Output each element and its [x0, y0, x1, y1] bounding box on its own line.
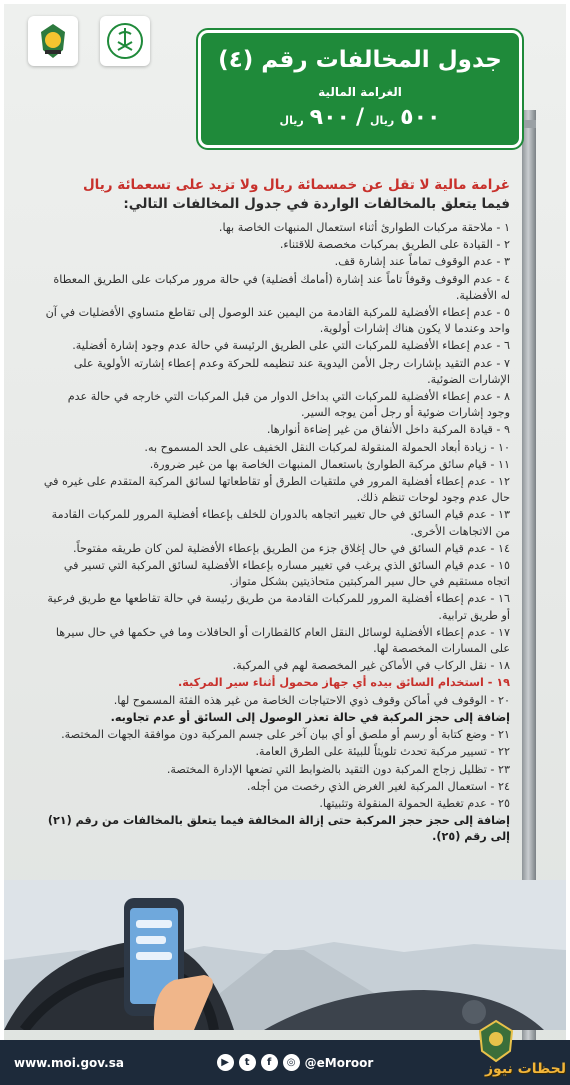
social-links	[217, 1054, 374, 1071]
violation-item: ٢٥ - عدم تغطية الحمولة المنقولة وتثبيتها.	[319, 796, 510, 810]
violation-item: ٢١ - وضع كتابة أو رسم أو ملصق أو أي بيان آخر على جسم المركبة دون موافقة الجهات المختصة.	[61, 728, 510, 742]
violations-content	[42, 176, 510, 847]
fine-sign	[198, 30, 522, 148]
fine-separator: /	[355, 105, 365, 130]
violation-item: ٢٠ - الوقوف في أماكن وقوف ذوي الاحتياجات الخاصة من غير هذه الفئة المسموح لها.	[113, 693, 510, 707]
violation-item: ١٩ - استخدام السائق بيده أي جهاز محمول أثناء سير المركبة.	[177, 676, 510, 690]
social-handle[interactable]: @eMoroor	[304, 1055, 374, 1070]
header-logos	[28, 16, 150, 66]
currency-label: ريال	[370, 114, 395, 127]
violation-item: ١٧ - عدم إعطاء الأفضلية لوسائل النقل العام كالقطارات أو الحافلات وما في حكمها في حال سيرها على المسارات المخصصة لها.	[55, 625, 510, 656]
violation-item: ٨ - عدم إعطاء الأفضلية للمركبات التي بداخل الدوار من قبل المركبات التي خارجه في حالة عدم وجود إشارات ضوئية أو رجل أمن يوجه السير.	[67, 390, 510, 420]
facebook-icon[interactable]: f	[261, 1054, 278, 1071]
violation-item: ٢٤ - استعمال المركبة لغير الغرض الذي رخصت من أجله.	[246, 779, 510, 793]
fine-range	[201, 105, 519, 130]
violation-item: ٢٢ - تسيير مركبة تحدث تلويثاً للبيئة على الطرق العامة.	[255, 745, 510, 759]
instagram-icon[interactable]: ◎	[283, 1054, 300, 1071]
violation-item: ١٣ - عدم قيام السائق في حال تغيير اتجاهه بالدوران للخلف بإعطاء أفضلية المرور للمركبات القادمة من الاتجاهات الأخرى.	[51, 508, 510, 538]
intro-text	[42, 176, 510, 214]
driver-phone-illustration	[4, 880, 566, 1030]
violation-item: ٧ - عدم التقيد بإشارات رجل الأمن اليدوية عند تنظيمه للحركة وعدم إعطاء إشارته الأولوية على الإشارات الضوئية.	[73, 356, 510, 386]
intro-line-1: غرامة مالية لا تقل عن خمسمائة ريال ولا تزيد على تسعمائة ريال	[82, 177, 510, 193]
violation-item: ٩ - قيادة المركبة داخل الأنفاق من غير إضاءة أنوارها.	[266, 423, 510, 437]
violation-item: ١٦ - عدم إعطاء أفضلية المرور للمركبات القادمة من طريق رئيسة في حالة تقاطعها مع طريق فرعية أو طريق ترابية.	[47, 592, 510, 622]
fine-subtitle: الغرامة المالية	[318, 85, 402, 99]
violation-item: إضافة إلى حجز المركبة في حالة تعذر الوصول إلى السائق أو عدم تجاوبه.	[110, 710, 510, 724]
violation-item: ١٢ - عدم إعطاء أفضلية المرور في ملتقيات الطرق أو تقاطعاتها لسائق المركبة المتقدم على غيره في حال عدم وجود لوحات تنظم ذلك.	[43, 475, 510, 505]
violation-item: ١١ - قيام سائق مركبة الطوارئ باستعمال المنبهات الخاصة بها من غير ضرورة.	[149, 457, 510, 471]
violation-item: ١٠ - زيادة أبعاد الحمولة المنقولة لمركبات النقل الخفيف على الحد المسموح به.	[144, 440, 510, 454]
violation-item: ١٤ - عدم قيام السائق في حال إغلاق جزء من الطريق بإعطاء الأفضلية لمن كان طريقه مفتوحاً.	[73, 541, 510, 555]
youtube-icon[interactable]: ▶	[217, 1054, 234, 1071]
violation-item: ٥ - عدم إعطاء الأفضلية للمركبة القادمة من اليمين عند الوصول إلى تقاطع متساوي الأفضليات في آن واحد وعندما لا يكون هناك إشارات أولوية.	[45, 306, 510, 336]
brand-watermark	[470, 1015, 566, 1081]
intro-line-2: فيما يتعلق بالمخالفات الواردة في جدول المخالفات التالي:	[123, 196, 510, 212]
violation-item: ١٨ - نقل الركاب في الأماكن غير المخصصة لهم في المركبة.	[232, 659, 510, 673]
moi-emblem-icon	[28, 16, 78, 66]
violation-item: ١ - ملاحقة مركبات الطوارئ أثناء استعمال المنبهات الخاصة بها.	[218, 221, 510, 234]
violation-item: إضافة إلى حجز حجز المركبة حتى إزالة المخالفة فيما يتعلق بالمخالفات من رقم (٢١) إلى رقم (٢٥).	[47, 814, 510, 844]
brand-name: لحظات نيوز	[485, 1061, 566, 1077]
violations-list	[42, 220, 510, 846]
twitter-icon[interactable]: t	[239, 1054, 256, 1071]
table-title: جدول المخالفات رقم (٤)	[218, 47, 502, 73]
violation-item: ٢٣ - تظليل زجاج المركبة دون التقيد بالضوابط التي تضعها الإدارة المختصة.	[166, 762, 510, 776]
violation-item: ٣ - عدم الوقوف تماماً عند إشارة قف.	[334, 255, 510, 269]
violation-item: ٦ - عدم إعطاء الأفضلية للمركبات التي على الطريق الرئيسة في حالة عدم وجود إشارة أفضلية.	[72, 339, 510, 353]
brand-emblem-icon	[474, 1019, 518, 1063]
violation-item: ١٥ - عدم قيام السائق الذي يرغب في تغيير مساره بإعطاء الأفضلية لسائق المركبة التي تسير في اتجاه مستقيم في حال سير المركبتين متحاذيتين بشكل متواز.	[63, 559, 510, 589]
currency-label: ريال	[279, 114, 304, 127]
website-link[interactable]: www.moi.gov.sa	[14, 1055, 124, 1070]
fine-min: ٥٠٠	[400, 105, 441, 130]
violation-item: ٢ - القيادة على الطريق بمركبات مخصصة للاقتناء.	[279, 238, 510, 252]
fine-max: ٩٠٠	[309, 105, 350, 130]
violation-item: ٤ - عدم الوقوف وقوفاً تاماً عند إشارة (أمامك أفضلية) في حالة مرور مركبات على الطريق المعطاة له الأفضلية.	[53, 272, 510, 302]
saudi-emblem-icon	[100, 16, 150, 66]
